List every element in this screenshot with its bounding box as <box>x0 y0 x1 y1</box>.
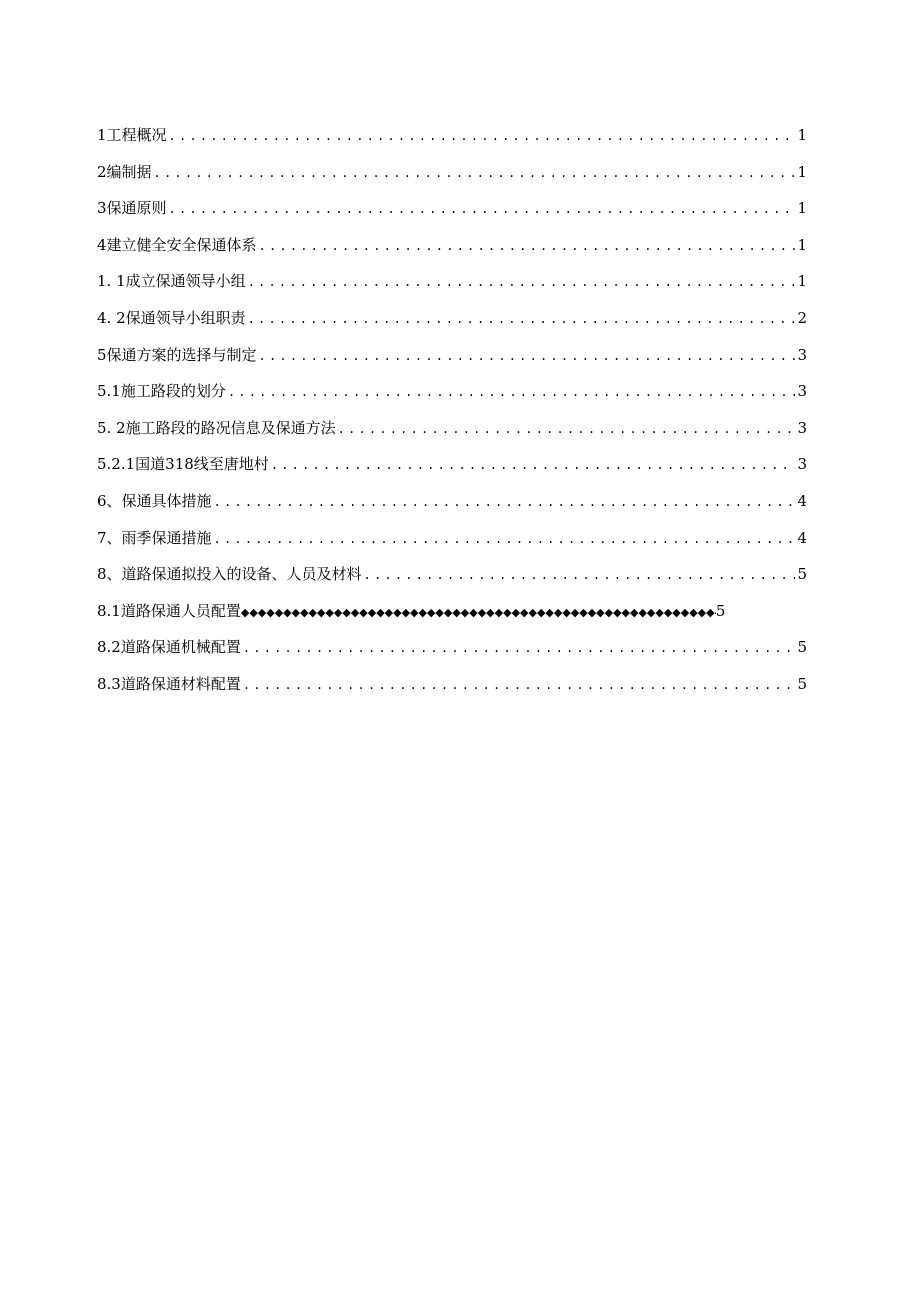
toc-entry[interactable] <box>97 300 807 337</box>
toc-dot-leader <box>169 191 795 228</box>
toc-entry-label: 3保通原则 <box>97 199 167 218</box>
toc-page-number: 4 <box>797 491 807 510</box>
toc-page-number: 4 <box>797 528 807 547</box>
toc-page-number: 1 <box>797 162 807 181</box>
toc-entry-label: 6、保通具体措施 <box>97 491 212 510</box>
toc-entry[interactable] <box>97 520 807 557</box>
toc-page-number: 5 <box>797 638 807 657</box>
toc-entry[interactable] <box>97 410 807 447</box>
toc-entry[interactable] <box>97 629 807 666</box>
toc-entry-label: 5. 2施工路段的路况信息及保通方法 <box>97 418 336 437</box>
toc-page-number: 3 <box>797 455 807 474</box>
toc-entry[interactable] <box>97 227 807 264</box>
toc-entry-label: 4建立健全安全保通体系 <box>97 235 257 254</box>
toc-entry-label: 5.2.1国道318线至唐地村 <box>97 455 269 474</box>
toc-dot-leader <box>214 484 795 521</box>
toc-page-number: 3 <box>797 418 807 437</box>
toc-page-number: 5 <box>797 565 807 584</box>
toc-entry-label: 8.1道路保通人员配置 <box>97 601 241 620</box>
toc-dot-leader <box>271 447 795 484</box>
toc-entry-label: 2编制据 <box>97 162 152 181</box>
toc-entry[interactable] <box>97 154 807 191</box>
toc-page-number: 1 <box>797 235 807 254</box>
toc-page-number: 1 <box>797 272 807 291</box>
toc-entry[interactable] <box>97 190 807 227</box>
toc-entry-label: 5保通方案的选择与制定 <box>97 345 257 364</box>
table-of-contents <box>97 117 807 703</box>
toc-entry[interactable] <box>97 593 807 630</box>
toc-dot-leader <box>364 557 795 594</box>
toc-entry-label: 8、道路保通拟投入的设备、人员及材料 <box>97 565 362 584</box>
toc-dot-leader <box>243 630 795 667</box>
toc-dot-leader <box>154 155 795 192</box>
toc-dot-leader <box>228 374 795 411</box>
toc-dot-leader <box>243 667 795 704</box>
toc-entry[interactable] <box>97 446 807 483</box>
toc-entry[interactable] <box>97 337 807 374</box>
toc-entry[interactable] <box>97 556 807 593</box>
toc-diamond-leader <box>241 595 716 632</box>
toc-page-number: 1 <box>797 199 807 218</box>
toc-entry-label: 4. 2保通领导小组职责 <box>97 308 246 327</box>
toc-entry-label: 1. 1成立保通领导小组 <box>97 272 246 291</box>
toc-page-number: 2 <box>797 308 807 327</box>
toc-dot-leader <box>214 521 795 558</box>
toc-dot-leader <box>259 228 795 265</box>
toc-entry[interactable] <box>97 666 807 703</box>
toc-entry-label: 7、雨季保通措施 <box>97 528 212 547</box>
toc-dot-leader <box>338 411 795 448</box>
toc-dot-leader <box>248 301 795 338</box>
toc-entry-label: 1工程概况 <box>97 126 167 144</box>
toc-page-number: 3 <box>797 382 807 401</box>
toc-page-number: 5 <box>715 601 726 620</box>
toc-entry-label: 5.1施工路段的划分 <box>97 382 226 401</box>
toc-page-number: 3 <box>797 345 807 364</box>
toc-page-number: 5 <box>797 674 807 693</box>
toc-entry-label: 8.3道路保通材料配置 <box>97 674 241 693</box>
toc-entry[interactable] <box>97 483 807 520</box>
toc-page-number: 1 <box>797 126 807 144</box>
toc-dot-leader <box>259 338 795 375</box>
toc-entry-label: 8.2道路保通机械配置 <box>97 638 241 657</box>
toc-dot-leader <box>248 264 795 301</box>
toc-entry[interactable] <box>97 373 807 410</box>
toc-dot-leader <box>169 118 795 155</box>
toc-entry[interactable] <box>97 263 807 300</box>
toc-entry[interactable] <box>97 117 807 154</box>
